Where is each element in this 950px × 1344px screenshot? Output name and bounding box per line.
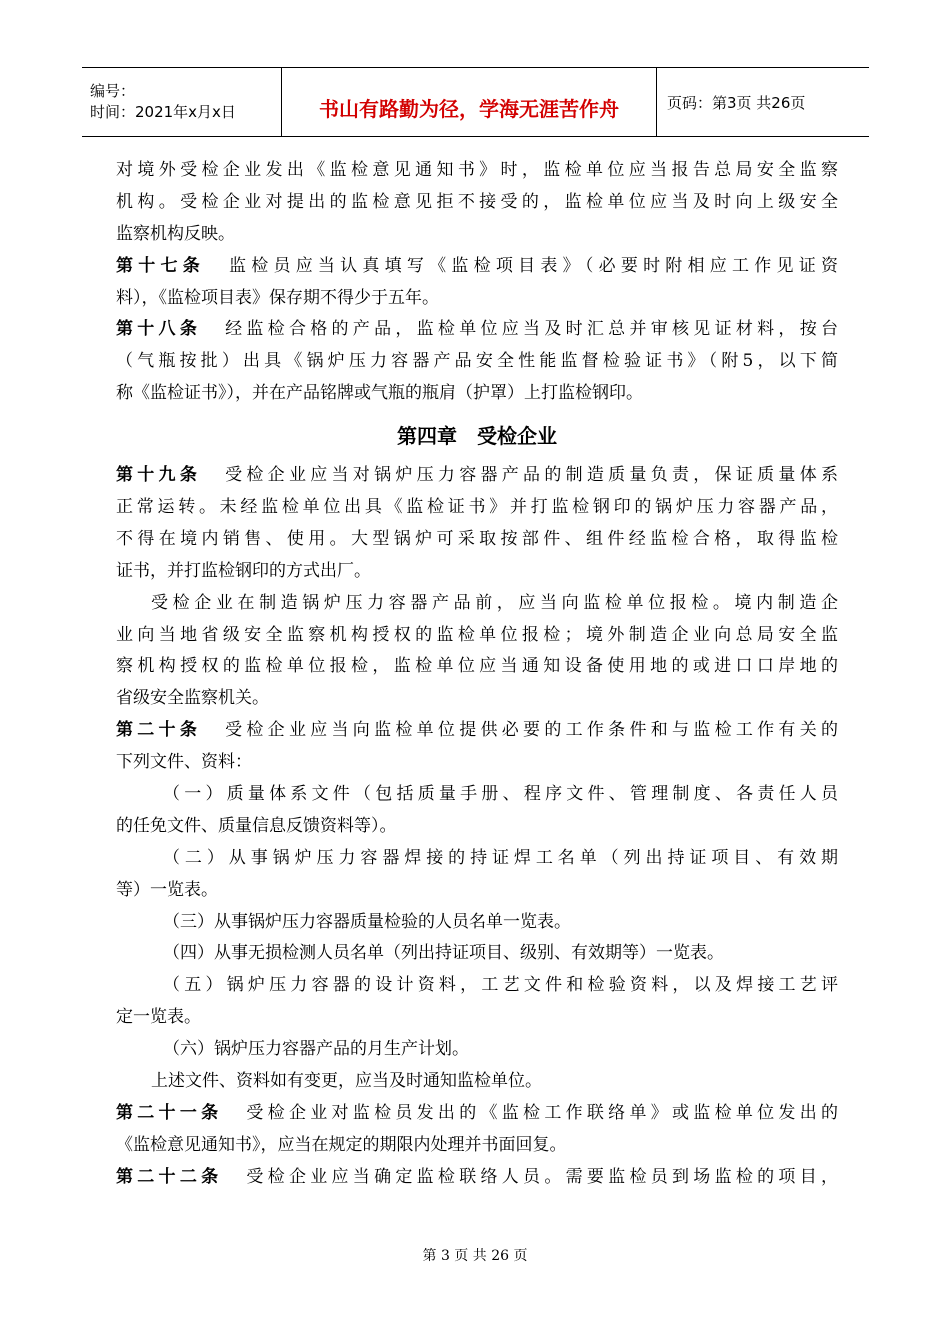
list-item: （六）锅炉压力容器产品的月生产计划。: [163, 1039, 469, 1060]
article-label: 第十七条: [116, 255, 205, 276]
article-text: 经监检合格的产品，监检单位应当及时汇总并审核见证材料，按台: [225, 319, 838, 340]
header-page-number: 页码：第3页 共26页: [667, 93, 806, 112]
article-21: [116, 1098, 838, 1130]
article-19: [116, 460, 838, 492]
list-item: （一）质量体系文件（包括质量手册、程序文件、管理制度、各责任人员: [163, 784, 838, 805]
paragraph-line: 受检企业在制造锅炉压力容器产品前，应当向监检单位报检。境内制造企: [151, 592, 838, 613]
article-label: 第二十二条: [116, 1166, 223, 1187]
paragraph-line: 证书，并打监检钢印的方式出厂。: [116, 560, 371, 581]
document-number-label: 编号：: [90, 82, 136, 100]
list-item: （三）从事锅炉压力容器质量检验的人员名单一览表。: [163, 911, 571, 932]
article-20: [116, 715, 838, 747]
paragraph-line: 称《监检证书》），并在产品铭牌或气瓶的瓶肩（护罩）上打监检钢印。: [116, 383, 643, 404]
article-text: 监检员应当认真填写《监检项目表》（必要时附相应工作见证资: [228, 255, 838, 276]
article-text: 受检企业应当确定监检联络人员。需要监检员到场监检的项目，: [246, 1166, 838, 1187]
article-17: [116, 251, 838, 283]
list-item: （四）从事无损检测人员名单（列出持证项目、级别、有效期等）一览表。: [163, 943, 724, 964]
page-footer: 第 3 页 共 26 页: [422, 1248, 528, 1264]
article-18: [116, 314, 838, 346]
paragraph-line: 等）一览表。: [116, 879, 218, 900]
article-label: 第二十一条: [116, 1102, 223, 1123]
list-item: （二）从事锅炉压力容器焊接的持证焊工名单（列出持证项目、有效期: [163, 847, 838, 868]
document-time-label: 时间：2021年x月x日: [90, 103, 236, 121]
paragraph-line: 下列文件、资料：: [116, 752, 252, 773]
header-info: [82, 68, 282, 136]
paragraph-line: 对境外受检企业发出《监检意见通知书》时，监检单位应当报告总局安全监察: [116, 160, 838, 180]
paragraph-line: 监察机构反映。: [116, 223, 235, 244]
paragraph-line: 的任免文件、质量信息反馈资料等）。: [116, 815, 397, 836]
paragraph-line: 定一览表。: [116, 1007, 201, 1028]
paragraph-line: 《监检意见通知书》，应当在规定的期限内处理并书面回复。: [116, 1134, 567, 1155]
header-motto: 书山有路勤为径，学海无涯苦作舟: [282, 68, 657, 136]
article-label: 第十八条: [116, 319, 202, 340]
list-item: （五）锅炉压力容器的设计资料，工艺文件和检验资料，以及焊接工艺评: [163, 975, 838, 996]
paragraph-line: 不得在境内销售、使用。大型锅炉可采取按部件、组件经监检合格，取得监检: [116, 528, 838, 549]
paragraph-line: 业向当地省级安全监察机构授权的监检单位报检；境外制造企业向总局安全监: [116, 624, 838, 645]
paragraph-line: 上述文件、资料如有变更，应当及时通知监检单位。: [151, 1071, 542, 1092]
article-label: 第十九条: [116, 465, 202, 486]
paragraph-line: 正常运转。未经监检单位出具《监检证书》并打监检钢印的锅炉压力容器产品，: [116, 497, 838, 518]
paragraph-line: 机构。受检企业对提出的监检意见拒不接受的，监检单位应当及时向上级安全: [116, 191, 838, 212]
paragraph-line: （气瓶按批）出具《锅炉压力容器产品安全性能监督检验证书》（附5，以下简: [116, 351, 838, 372]
paragraph-line: 料），《监检项目表》保存期不得少于五年。: [116, 287, 439, 308]
chapter-heading: 第四章 受检企业: [397, 424, 557, 449]
article-label: 第二十条: [116, 720, 202, 741]
article-text: 受检企业对监检员发出的《监检工作联络单》或监检单位发出的: [246, 1102, 838, 1123]
article-22: [116, 1162, 838, 1194]
document-body: [116, 155, 838, 1194]
paragraph-line: 省级安全监察机关。: [116, 688, 269, 709]
page-header: [82, 67, 869, 137]
article-text: 受检企业应当向监检单位提供必要的工作条件和与监检工作有关的: [225, 720, 838, 741]
paragraph-line: 察机构授权的监检单位报检，监检单位应当通知设备使用地的或进口口岸地的: [116, 656, 838, 677]
article-text: 受检企业应当对锅炉压力容器产品的制造质量负责，保证质量体系: [225, 465, 838, 486]
